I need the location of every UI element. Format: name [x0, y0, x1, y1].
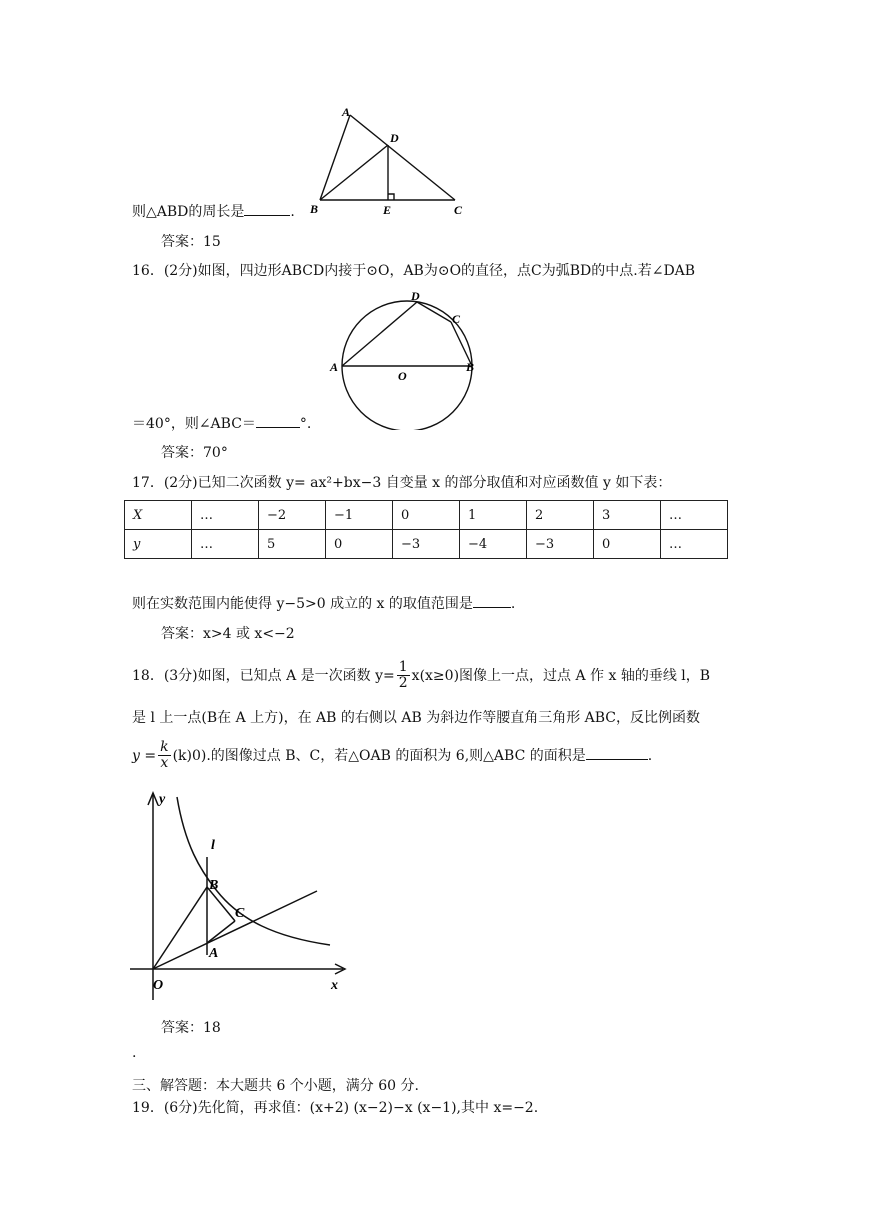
q16-cont-a: ＝40°，则∠ABC＝: [132, 416, 256, 432]
q18-line3-b: (k)0).的图像过点 B、C，若△OAB 的面积为 6,则△ABC 的面积是: [172, 747, 586, 764]
label-B: B: [310, 202, 319, 216]
fraction-numerator: k: [160, 739, 169, 755]
q17-question-2: [132, 593, 515, 613]
label-B: B: [466, 360, 475, 374]
label-B: B: [209, 878, 219, 893]
fraction-denominator: 2: [398, 675, 408, 692]
label-y: y: [159, 792, 166, 807]
label-A: A: [342, 105, 351, 119]
table-cell: −1: [326, 501, 393, 530]
stray-dot: .: [132, 1045, 137, 1061]
label-D: D: [390, 131, 399, 145]
value-table: [124, 500, 728, 559]
q18-line1-a: 18．(3分)如图，已知点 A 是一次函数 y=: [132, 667, 395, 684]
label-C: C: [452, 312, 461, 326]
table-cell: −2: [259, 501, 326, 530]
q15-end: .: [290, 204, 295, 220]
table-cell: 5: [259, 530, 326, 559]
q17-answer: 答案：x>4 或 x<−2: [161, 626, 295, 642]
table-cell: 0: [393, 501, 460, 530]
fraction-numerator: 1: [398, 659, 408, 675]
q17-q-text: 则在实数范围内能使得 y−5>0 成立的 x 的取值范围是: [132, 596, 473, 612]
section-heading: 三、解答题：本大题共 6 个小题，满分 60 分.: [132, 1078, 419, 1094]
table-cell: …: [192, 530, 259, 559]
label-C: C: [235, 906, 245, 921]
table-cell: 0: [594, 530, 661, 559]
table-cell: X: [125, 501, 192, 530]
triangle-figure: [300, 100, 480, 220]
label-A: A: [330, 360, 339, 374]
table-cell: y: [125, 530, 192, 559]
q16-continuation: [132, 413, 311, 433]
q17-blank: [473, 593, 511, 608]
circle-figure: [328, 285, 488, 430]
q15-blank: [244, 201, 290, 216]
q15-answer: 答案：15: [161, 234, 221, 250]
q19-question: 19．(6分)先化简，再求值：(x+2) (x−2)−x (x−1),其中 x=−2.: [132, 1100, 539, 1116]
table-cell: −3: [527, 530, 594, 559]
q18-line2: 是 l 上一点(B在 A 上方)，在 AB 的右侧以 AB 为斜边作等腰直角三角形 ABC，反比例函数: [132, 710, 701, 726]
label-A: A: [209, 946, 219, 961]
table-cell: −4: [460, 530, 527, 559]
q18-line1-b: x(x≥0)图像上一点，过点 A 作 x 轴的垂线 l，B: [411, 667, 711, 684]
label-x: x: [331, 978, 338, 993]
label-D: D: [411, 289, 420, 303]
q16-cont-b: °.: [299, 416, 312, 432]
q17-question: 17．(2分)已知二次函数 y= ax²+bx−3 自变量 x 的部分取值和对应函数值 y 如下表：: [132, 475, 672, 491]
table-cell: −3: [393, 530, 460, 559]
table-row-y: [125, 530, 728, 559]
table-cell: 3: [594, 501, 661, 530]
q15-text: 则△ABD的周长是: [132, 204, 245, 220]
q18-k-fraction: [158, 740, 170, 772]
q17-end: .: [510, 596, 516, 612]
q18-line1: [132, 660, 710, 692]
q15-question: [132, 201, 295, 221]
label-E: E: [383, 203, 392, 217]
table-cell: 0: [326, 530, 393, 559]
fraction-denominator: x: [160, 755, 169, 772]
table-cell: …: [661, 530, 728, 559]
q16-blank: [256, 413, 300, 428]
q18-end: .: [647, 747, 653, 764]
table-cell: …: [661, 501, 728, 530]
q16-question: 16．(2分)如图，四边形ABCD内接于⊙O，AB为⊙O的直径，点C为弧BD的中点.若∠DAB: [132, 263, 696, 279]
table-cell: 1: [460, 501, 527, 530]
table-row-x: [125, 501, 728, 530]
q18-answer: 答案：18: [161, 1020, 221, 1036]
q18-y-eq: y =: [132, 747, 157, 764]
q18-fraction: [397, 660, 410, 692]
table-cell: …: [192, 501, 259, 530]
label-l: l: [211, 838, 215, 853]
label-C: C: [454, 203, 463, 217]
label-O: O: [153, 978, 164, 993]
label-O: O: [398, 369, 407, 383]
function-graph-figure: [125, 785, 355, 1005]
q16-answer: 答案：70°: [161, 445, 228, 461]
table-cell: 2: [527, 501, 594, 530]
q18-line3: [132, 740, 652, 772]
q18-blank: [586, 745, 648, 760]
